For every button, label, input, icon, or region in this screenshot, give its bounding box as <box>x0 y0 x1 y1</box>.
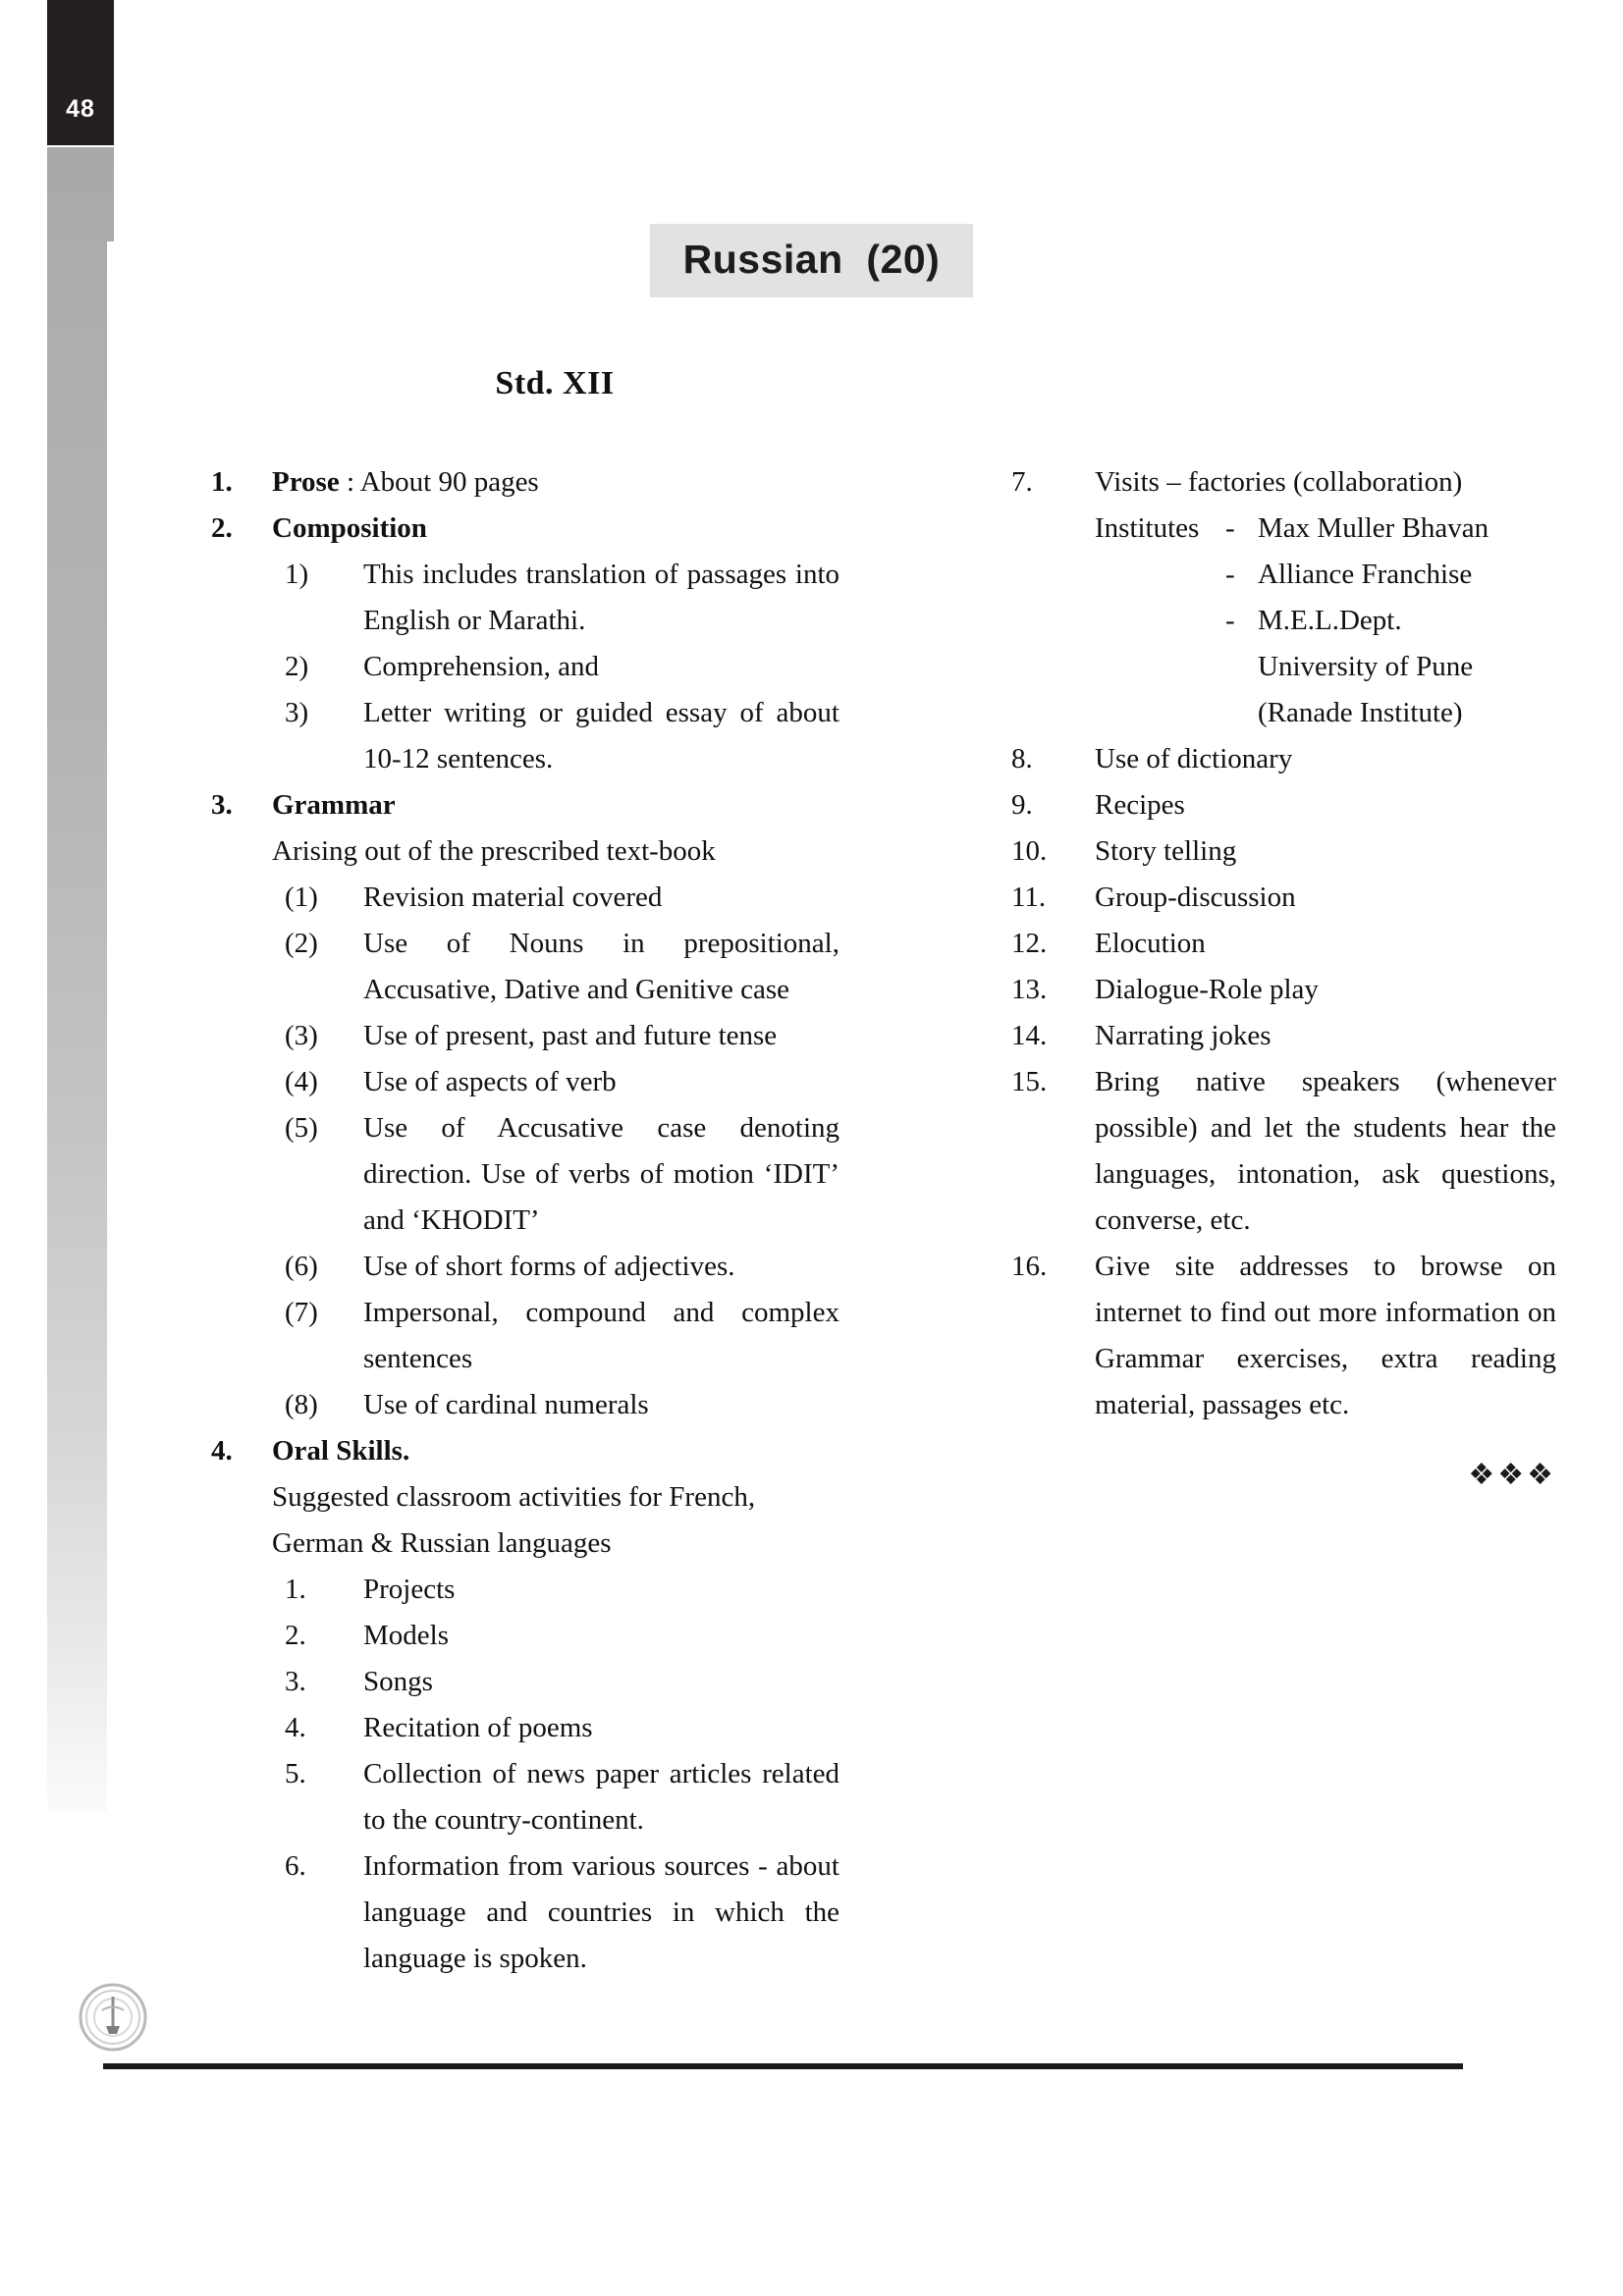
sub-list-item <box>285 1382 839 1428</box>
institute-name: Max Muller Bhavan <box>1258 512 1489 544</box>
sub-list-item <box>285 1105 839 1244</box>
sub-list-item <box>285 1751 839 1843</box>
sub-item-text: Songs <box>363 1666 433 1697</box>
page-number: 48 <box>66 95 95 123</box>
list-item <box>1011 736 1556 782</box>
list-item <box>211 782 839 828</box>
sub-item-text: Recitation of poems <box>363 1712 593 1743</box>
sub-item-marker: 1) <box>285 559 309 590</box>
sub-item-text: Impersonal, compound and complex sentences <box>363 1297 839 1374</box>
institutes-dash: - <box>1225 559 1235 590</box>
sub-list-item <box>285 1613 839 1659</box>
item-text: Elocution <box>1095 928 1206 959</box>
institute-name-continuation: (Ranade Institute) <box>1258 697 1463 728</box>
sub-list-item <box>285 690 839 782</box>
list-item <box>211 506 839 552</box>
list-item <box>211 1428 839 1474</box>
item-text: Narrating jokes <box>1095 1020 1271 1051</box>
sub-item-text: Letter writing or guided essay of about 10-12 sentences. <box>363 697 839 774</box>
page-title: Russian (20) <box>682 237 941 282</box>
item-marker: 9. <box>1011 789 1033 821</box>
institutes-row <box>1095 506 1556 552</box>
item-lead: Prose <box>272 466 340 498</box>
sub-item-text: Use of Nouns in prepositional, Accusative, Dative and Genitive case <box>363 928 839 1005</box>
item-body <box>272 459 839 506</box>
item-marker: 11. <box>1011 881 1047 913</box>
section-end-ornament: ❖❖❖ <box>1468 1459 1556 1491</box>
footer-rule <box>103 2063 1463 2069</box>
sub-item-marker: (7) <box>285 1297 318 1328</box>
item-marker: 3. <box>211 789 233 821</box>
sub-item-text: Models <box>363 1620 449 1651</box>
sub-list-item <box>285 552 839 644</box>
sub-item-marker: 6. <box>285 1850 306 1882</box>
sub-item-text: Use of cardinal numerals <box>363 1389 649 1420</box>
item-text: Visits – factories (collaboration) <box>1095 466 1463 498</box>
sub-item-marker: 2. <box>285 1620 306 1651</box>
item-text: Recipes <box>1095 789 1185 821</box>
sub-item-text: Collection of news paper articles related to the country-continent. <box>363 1758 839 1836</box>
list-item <box>1011 782 1556 828</box>
list-item <box>211 459 839 506</box>
sub-item-marker: 3. <box>285 1666 306 1697</box>
list-item <box>1011 1244 1556 1428</box>
institute-name-continuation: University of Pune <box>1258 651 1474 682</box>
item-marker: 10. <box>1011 835 1048 867</box>
item-text: : About 90 pages <box>339 466 539 498</box>
sub-item-marker: 4. <box>285 1712 306 1743</box>
sub-item-marker: (3) <box>285 1020 318 1051</box>
list-item <box>1011 875 1556 921</box>
sub-item-marker: 2) <box>285 651 309 682</box>
sub-item-marker: (2) <box>285 928 318 959</box>
item-text: Bring native speakers (whenever possible) and let the students hear the languages, intonation, ask questions, converse, etc. <box>1095 1066 1556 1236</box>
item-marker: 12. <box>1011 928 1048 959</box>
sub-item-text: Revision material covered <box>363 881 663 913</box>
sub-list-item <box>285 1059 839 1105</box>
sub-item-text: Use of present, past and future tense <box>363 1020 778 1051</box>
sub-item-text: Comprehension, and <box>363 651 600 682</box>
sub-list-item <box>285 1290 839 1382</box>
sub-list-item <box>285 921 839 1013</box>
list-item <box>1011 1013 1556 1059</box>
item-marker: 13. <box>1011 974 1048 1005</box>
section-note: Arising out of the prescribed text-book <box>272 835 716 867</box>
list-item <box>1011 828 1556 875</box>
institution-seal-icon <box>77 1981 149 2054</box>
sub-list-item <box>285 1244 839 1290</box>
institutes-row <box>1095 552 1556 598</box>
standard-heading: Std. XII <box>495 365 615 401</box>
sub-item-marker: (1) <box>285 881 318 913</box>
sub-list-item <box>285 1843 839 1982</box>
item-text: Use of dictionary <box>1095 743 1293 774</box>
item-marker: 15. <box>1011 1066 1048 1097</box>
institute-name: Alliance Franchise <box>1258 559 1473 590</box>
institute-name: M.E.L.Dept. <box>1258 605 1402 636</box>
list-item <box>1011 459 1556 506</box>
item-marker: 14. <box>1011 1020 1048 1051</box>
left-column <box>211 459 839 1982</box>
sub-list-item <box>285 1013 839 1059</box>
list-item <box>1011 1059 1556 1244</box>
sub-list-item <box>285 1705 839 1751</box>
sub-list-item <box>285 644 839 690</box>
sub-item-marker: (4) <box>285 1066 318 1097</box>
list-item <box>1011 921 1556 967</box>
sub-item-marker: 3) <box>285 697 309 728</box>
sub-item-marker: 1. <box>285 1574 306 1605</box>
page-title-box <box>650 224 974 297</box>
item-marker: 16. <box>1011 1251 1048 1282</box>
item-marker: 1. <box>211 466 233 498</box>
item-text: Story telling <box>1095 835 1237 867</box>
right-column <box>1011 459 1556 1492</box>
institutes-dash: - <box>1225 605 1235 636</box>
sub-list-item <box>285 1659 839 1705</box>
sub-item-text: This includes translation of passages into English or Marathi. <box>363 559 839 636</box>
page-number-tab <box>47 0 114 145</box>
item-marker: 7. <box>1011 466 1033 498</box>
sub-item-marker: 5. <box>285 1758 306 1789</box>
item-lead: Oral Skills. <box>272 1435 410 1467</box>
sub-item-marker: (6) <box>285 1251 318 1282</box>
sub-item-text: Information from various sources - about language and countries in which the language is spoken. <box>363 1850 839 1974</box>
sub-item-text: Use of aspects of verb <box>363 1066 617 1097</box>
sub-item-text: Projects <box>363 1574 456 1605</box>
item-text: Group-discussion <box>1095 881 1296 913</box>
page-title-area <box>0 224 1623 297</box>
item-text: Dialogue-Role play <box>1095 974 1319 1005</box>
institutes-label: Institutes <box>1095 512 1200 544</box>
item-text: Give site addresses to browse on internet to find out more information on Grammar exercises, extra reading material, passages etc. <box>1095 1251 1556 1420</box>
sub-item-text: Use of Accusative case denoting direction. Use of verbs of motion ‘IDIT’ and ‘KHODIT’ <box>363 1112 839 1236</box>
item-lead: Composition <box>272 512 427 544</box>
sub-list-item <box>285 875 839 921</box>
sub-item-text: Use of short forms of adjectives. <box>363 1251 735 1282</box>
institutes-dash: - <box>1225 512 1235 544</box>
sidebar-rail-lower <box>47 241 107 1812</box>
item-lead: Grammar <box>272 789 396 821</box>
sub-list-item <box>285 1567 839 1613</box>
institutes-row <box>1095 598 1556 644</box>
item-marker: 4. <box>211 1435 233 1467</box>
item-marker: 2. <box>211 512 233 544</box>
sub-item-marker: (5) <box>285 1112 318 1144</box>
section-note: Suggested classroom activities for French, German & Russian languages <box>272 1481 756 1559</box>
sub-item-marker: (8) <box>285 1389 318 1420</box>
list-item <box>1011 967 1556 1013</box>
item-marker: 8. <box>1011 743 1033 774</box>
